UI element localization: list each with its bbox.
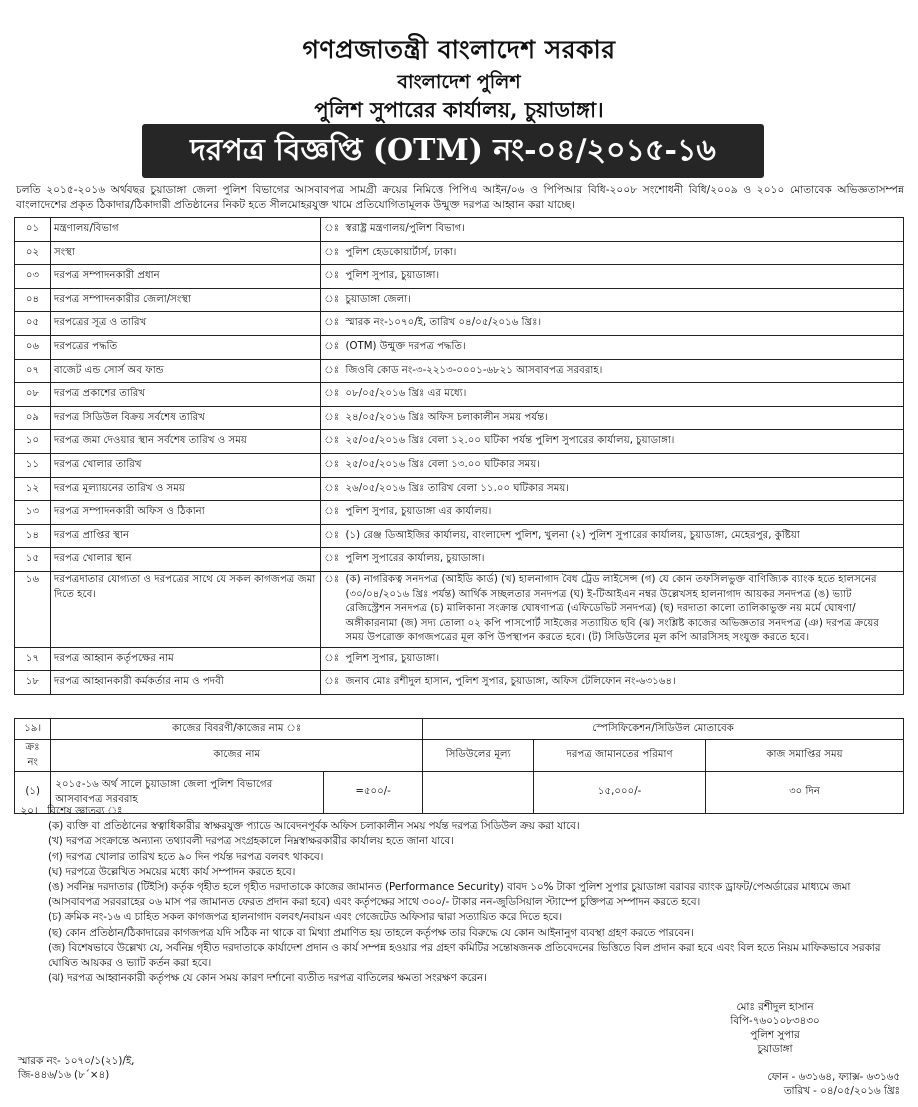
info-row (15, 647, 904, 671)
row-label: দরপত্র প্রকাশের তারিখ (51, 383, 321, 407)
row-colon: ঃ (321, 430, 343, 454)
memo-number (18, 1054, 134, 1082)
info-row (15, 477, 904, 501)
special-notes-no: ২০। (20, 805, 38, 817)
row-number: ১১ (15, 453, 51, 477)
special-notes (14, 804, 904, 986)
row-label: দরপত্র আহ্বানকারী কর্মকর্তার নাম ও পদবী (51, 671, 321, 695)
info-row (15, 430, 904, 454)
row-value: (OTM) উন্মুক্ত দরপত্র পদ্ধতি। (343, 335, 904, 359)
row-label: মন্ত্রণালয়/বিভাগ (51, 218, 321, 242)
row-colon: ঃ (321, 288, 343, 312)
col-schedule-price: সিডিউলের মূল্য (423, 740, 534, 772)
intro-paragraph: চলতি ২০১৫-২০১৬ অর্থবছর চুয়াডাঙ্গা জেলা পুলিশ বিভাগের আসবাবপত্র সামগ্রী ক্রয়ের নিমিত্তে পিপিএ আইন/০৬ ও পিপিআর বিধি-২০০৮ সংশোধনী বিধি/২০০৯ ও ২০১০ মোতাবেক অভিজ্ঞতাসম্পন্ন বাংলাদেশের প্রকৃত ঠিকাদার/ঠিকাদারী প্রতিষ্ঠানের নিকট হতে সীলমোহরযুক্ত খামে প্রতিযোগিতামূলক উন্মুক্ত দরপত্র আহ্বান করা যাচ্ছে। (16, 184, 904, 211)
row-colon: ঃ (321, 453, 343, 477)
row-label: দরপত্র সম্পাদনকারী অফিস ও ঠিকানা (51, 501, 321, 525)
department-title: বাংলাদেশ পুলিশ (397, 71, 521, 93)
row-number: ১৫ (15, 548, 51, 572)
row-colon: ঃ (321, 265, 343, 289)
special-note-item: (ঘ) দরপত্রে উল্লেখিত সময়ের মধ্যে কার্য সম্পাদন করতে হবে। (48, 865, 296, 878)
work-row-no: ১৯। (15, 719, 51, 740)
memo-line-2: জি-৪৪৬/১৬ (৮´×৪) (18, 1069, 110, 1081)
info-row (15, 524, 904, 548)
row-value: ০৮/০৫/২০১৬ খ্রিঃ এর মধ্যে। (343, 383, 904, 407)
info-row (15, 453, 904, 477)
info-row (15, 501, 904, 525)
row-value: ২৫/০৫/২০১৬ খ্রিঃ বেলা ১২.০০ ঘটিকা পর্যন্ত পুলিশ সুপারের কার্যালয়, চুয়াডাঙ্গা। (343, 430, 904, 454)
col-serial: ক্রঃ নং (15, 740, 51, 772)
row-label: দরপত্র খোলার তারিখ (51, 453, 321, 477)
row-value: জিওবি কোড নং-৩-২২১৩-০০০১-৬৮২১ আসবাবপত্র সরবরাহ। (343, 359, 904, 383)
special-notes-title: বিশেষ জ্ঞাতব্য ঃ (47, 805, 123, 817)
row-number: ০৫ (15, 312, 51, 336)
row-value: ২৬/০৫/২০১৬ খ্রিঃ তারিখ বেলা ১১.০০ ঘটিকার সময়। (343, 477, 904, 501)
info-row (15, 548, 904, 572)
info-row (15, 571, 904, 647)
row-colon: ঃ (321, 218, 343, 242)
row-number: ১২ (15, 477, 51, 501)
row-value: পুলিশ সুপার, চুয়াডাঙ্গা। (343, 265, 904, 289)
row-colon: ঃ (321, 406, 343, 430)
row-colon: ঃ (321, 477, 343, 501)
contact-phone: ফোন - ৬৩১৬৪, ফ্যাক্স- ৬৩১৬৫ (767, 1071, 900, 1083)
row-number: ০৭ (15, 359, 51, 383)
government-title: গণপ্রজাতন্ত্রী বাংলাদেশ সরকার (302, 35, 616, 64)
row-label: দরপত্র সিডিউল বিক্রয় সর্বশেষ তারিখ (51, 406, 321, 430)
special-note-item: (গ) দরপত্র খোলার তারিখ হতে ৯০ দিন পর্যন্ত দরপত্র বলবৎ থাকবে। (48, 850, 324, 863)
row-colon: ঃ (321, 359, 343, 383)
item-serial: (১) (15, 772, 51, 814)
row-value: পুলিশ সুপারের কার্যালয়, চুয়াডাঙ্গা। (343, 548, 904, 572)
work-spec-header: স্পেসিফিকেশন/সিডিউল মোতাবেক (423, 719, 904, 740)
row-label: সংস্থা (51, 241, 321, 265)
item-time: ৩০ দিন (705, 772, 903, 814)
row-label: দরপত্র সম্পাদনকারী প্রধান (51, 265, 321, 289)
info-row (15, 671, 904, 695)
col-completion-time: কাজ সমাপ্তির সময় (705, 740, 903, 772)
row-number: ০৪ (15, 288, 51, 312)
info-row (15, 359, 904, 383)
contact-block (640, 1070, 900, 1098)
row-value: চুয়াডাঙ্গা জেলা। (343, 288, 904, 312)
info-row (15, 406, 904, 430)
row-number: ১৭ (15, 647, 51, 671)
col-security-amount: দরপত্র জামানতের পরিমাণ (534, 740, 706, 772)
row-colon: ঃ (321, 335, 343, 359)
row-value: (ক) নাগরিকত্ব সনদপত্র (আইডি কার্ড) (খ) হালনাগাদ বৈধ ট্রেড লাইসেন্স (গ) যে কোন তফসিলভুক্ত বাণিজ্যিক ব্যাংক হতে হালসনের (৩০/০৪/২০১৬ খ্রিঃ পর্যন্ত) আর্থিক সচ্ছলতার সনদপত্র (ঘ) ই-টিআইএন নম্বর উল্লেখসহ হালনাগাদ আয়কর সনদপত্র (ঙ) ভ্যাট রেজিস্ট্রেশন সনদপত্র (চ) মালিকানা সংক্রান্ত ঘোষণাপত্র (এফিডেভিট সনদপত্র) (ছ) দরদাতা কালো তালিকাভুক্ত নয় মর্মে ঘোষণা/অঙ্গীকারনামা (জ) সদ্য তোলা ০২ কপি পাসপোর্ট সাইজের সত্যায়িত ছবি (ঝ) সংশ্লিষ্ট কাজের অভিজ্ঞতার সনদপত্র (ঞ) দরপত্র ক্রয়ের সময় উপরোক্ত কাগজপত্রের মূল কপি উপস্থাপন করতে হবে। (ট) সিডিউলের মূল কপি আরসিসহ সংযুক্ত করতে হবে। (343, 571, 904, 647)
row-number: ০৯ (15, 406, 51, 430)
row-value: ২৫/০৫/২০১৬ খ্রিঃ বেলা ১৩.০০ ঘটিকার সময়। (343, 453, 904, 477)
row-colon: ঃ (321, 524, 343, 548)
work-desc-header: কাজের বিবরণী/কাজের নাম ঃ (51, 719, 423, 740)
row-label: বাজেট এন্ড সোর্স অব ফান্ড (51, 359, 321, 383)
row-label: দরপত্র জমা দেওয়ার স্থান সর্বশেষ তারিখ ও সময় (51, 430, 321, 454)
item-security: ১৫,০০০/- (534, 772, 706, 814)
row-colon: ঃ (321, 241, 343, 265)
signatory-name: মোঃ রশীদুল হাসান (736, 1001, 814, 1013)
signature-block (650, 1000, 900, 1056)
row-value: পুলিশ হেডকোয়ার্টার্স, ঢাকা। (343, 241, 904, 265)
row-colon: ঃ (321, 548, 343, 572)
row-colon: ঃ (321, 501, 343, 525)
row-label: দরপত্র প্রাপ্তির স্থান (51, 524, 321, 548)
row-number: ০৩ (15, 265, 51, 289)
tender-info-table (14, 217, 904, 695)
special-note-item: (ঝ) দরপত্র আহ্বানকারী কর্তৃপক্ষ যে কোন সময় কারণ দর্শানো ব্যতীত দরপত্র বাতিলের ক্ষমতা সংরক্ষণ করেন। (48, 972, 487, 985)
row-label: দরপত্রদাতার যোগ্যতা ও দরপত্রের সাথে যে সকল কাগজপত্র জমা দিতে হবে। (51, 571, 321, 647)
row-label: দরপত্র আহ্বান কর্তৃপক্ষের নাম (51, 647, 321, 671)
special-note-item: (ক) ব্যক্তি বা প্রতিষ্ঠানের স্বত্বাধিকারীর স্বাক্ষরযুক্ত প্যাডে আবেদনপূর্বক অফিস চলাকালীন সময় পর্যন্ত দরপত্র সিডিউল ক্রয় করা যাবে। (48, 820, 580, 833)
signatory-place: চুয়াডাঙ্গা (757, 1043, 793, 1055)
office-title: পুলিশ সুপারের কার্যালয়, চুয়াডাঙ্গা। (314, 97, 604, 122)
row-number: ১০ (15, 430, 51, 454)
row-label: দরপত্রের সূত্র ও তারিখ (51, 312, 321, 336)
row-value: স্বরাষ্ট্র মন্ত্রণালয়/পুলিশ বিভাগ। (343, 218, 904, 242)
special-note-item: (খ) দরপত্র সংক্রান্তে অন্যান্য তথ্যাবলী দরপত্র সংগ্রহকালে নিম্নস্বাক্ষরকারীর কার্যালয় হতে জানা যাবে। (48, 835, 454, 848)
row-value: ২৪/০৫/২০১৬ খ্রিঃ অফিস চলাকালীন সময় পর্যন্ত। (343, 406, 904, 430)
row-value: (১) রেঞ্জ ডিআইজির কার্যালয়, বাংলাদেশ পুলিশ, খুলনা (২) পুলিশ সুপারের কার্যালয়, চুয়াডাঙ্গা, মেহেরপুর, কুষ্টিয়া (343, 524, 904, 548)
info-row (15, 335, 904, 359)
row-number: ১৮ (15, 671, 51, 695)
row-colon: ঃ (321, 671, 343, 695)
col-work-name: কাজের নাম (51, 740, 423, 772)
row-colon: ঃ (321, 383, 343, 407)
row-value: জনাব মোঃ রশীদুল হাসান, পুলিশ সুপার, চুয়াডাঙ্গা, অফিস টেলিফোন নং-৬৩১৬৪। (343, 671, 904, 695)
special-note-item: (ঙ) সর্বনিম্ন দরদাতার (টিইসি) কর্তৃক গৃহীত হলে গৃহীত দরদাতাকে কাজের জামানত (Performance Security) বাবদ ১০% টাকা পুলিশ সুপার চুয়াডাঙ্গা বরাবর ব্যাংক ড্রাফট/পেঅর্ডারের মাধ্যমে জমা (আসবাবপত্র সরবরাহের ০৬ মাস পর জামানত ফেরত প্রদান করা হবে) এবং কর্তৃপক্ষের সাথে ৩০০/- টাকার নন-জুডিসিয়াল স্ট্যাম্পে চুক্তিপত্র সম্পাদন করতে হবে। (48, 881, 851, 909)
row-number: ০৬ (15, 335, 51, 359)
row-number: ০২ (15, 241, 51, 265)
signatory-title: পুলিশ সুপার (750, 1029, 800, 1041)
row-number: ১৩ (15, 501, 51, 525)
info-row (15, 288, 904, 312)
memo-line-1: স্মারক নং- ১০৭০/১(২১)/ই, (18, 1055, 135, 1067)
row-colon: ঃ (321, 571, 343, 647)
row-number: ০১ (15, 218, 51, 242)
special-note-item: (চ) ক্রমিক নং-১৬ এ চাহিত সকল কাগজপত্র হালনাগাদ বলবৎ/নবায়ন এবং গেজেটেড অফিসার দ্বারা সত্যায়িত করে দিতে হবে। (48, 911, 563, 924)
special-note-item: (ছ) কোন প্রতিষ্ঠান/ঠিকাদারের কাগজপত্র যদি সঠিক না থাকে বা মিথ্যা প্রমাণিত হয় তাহলে কর্তৃপক্ষ তার বিরুদ্ধে যে কোন আইনানুগ ব্যবস্থা গ্রহণ করতে পারবেন। (48, 926, 694, 939)
info-row (15, 241, 904, 265)
row-label: দরপত্রের পদ্ধতি (51, 335, 321, 359)
signatory-bp: বিপি-৭৬০১০৮৩৪৩০ (730, 1015, 820, 1027)
item-name: ২০১৫-১৬ অর্থ সালে চুয়াডাঙ্গা জেলা পুলিশ বিভাগের আসবাবপত্র সরবরাহ (51, 772, 324, 814)
row-value: পুলিশ সুপার, চুয়াডাঙ্গা। (343, 647, 904, 671)
row-colon: ঃ (321, 312, 343, 336)
row-colon: ঃ (321, 647, 343, 671)
item-price: =৫০০/- (324, 772, 423, 814)
info-row (15, 218, 904, 242)
work-description-table (14, 718, 904, 814)
notice-banner: দরপত্র বিজ্ঞপ্তি (OTM) নং-০৪/২০১৫-১৬ (142, 124, 764, 178)
row-number: ১৪ (15, 524, 51, 548)
row-label: দরপত্র সম্পাদনকারীর জেলা/সংস্থা (51, 288, 321, 312)
info-row (15, 265, 904, 289)
row-value: পুলিশ সুপার, চুয়াডাঙ্গা এর কার্যালয়। (343, 501, 904, 525)
row-value: স্মারক নং-১০৭০/ই, তারিখ ০৪/০৫/২০১৬ খ্রিঃ। (343, 312, 904, 336)
row-label: দরপত্র খোলার স্থান (51, 548, 321, 572)
special-note-item: (জ) বিশেষভাবে উল্লেখ্য যে, সর্বনিম্ন গৃহীত দরদাতাকে কার্যাদেশ প্রদান ও কার্য সম্পন্ন হওয়ার পর গ্রহণ কমিটির সন্তোষজনক প্রতিবেদনের ভিত্তিতে বিল প্রদান করা হবে এবং বিল হতে নিয়ম মাফিকভাবে সরকার ঘোষিত আয়কর ও ভ্যাট কর্তন করা হবে। (48, 941, 881, 970)
row-number: ১৬ (15, 571, 51, 647)
info-row (15, 383, 904, 407)
row-number: ০৮ (15, 383, 51, 407)
contact-date: তারিখ - ০৪/০৫/২০১৬ খ্রিঃ (783, 1085, 900, 1097)
row-label: দরপত্র মূল্যায়নের তারিখ ও সময় (51, 477, 321, 501)
info-row (15, 312, 904, 336)
